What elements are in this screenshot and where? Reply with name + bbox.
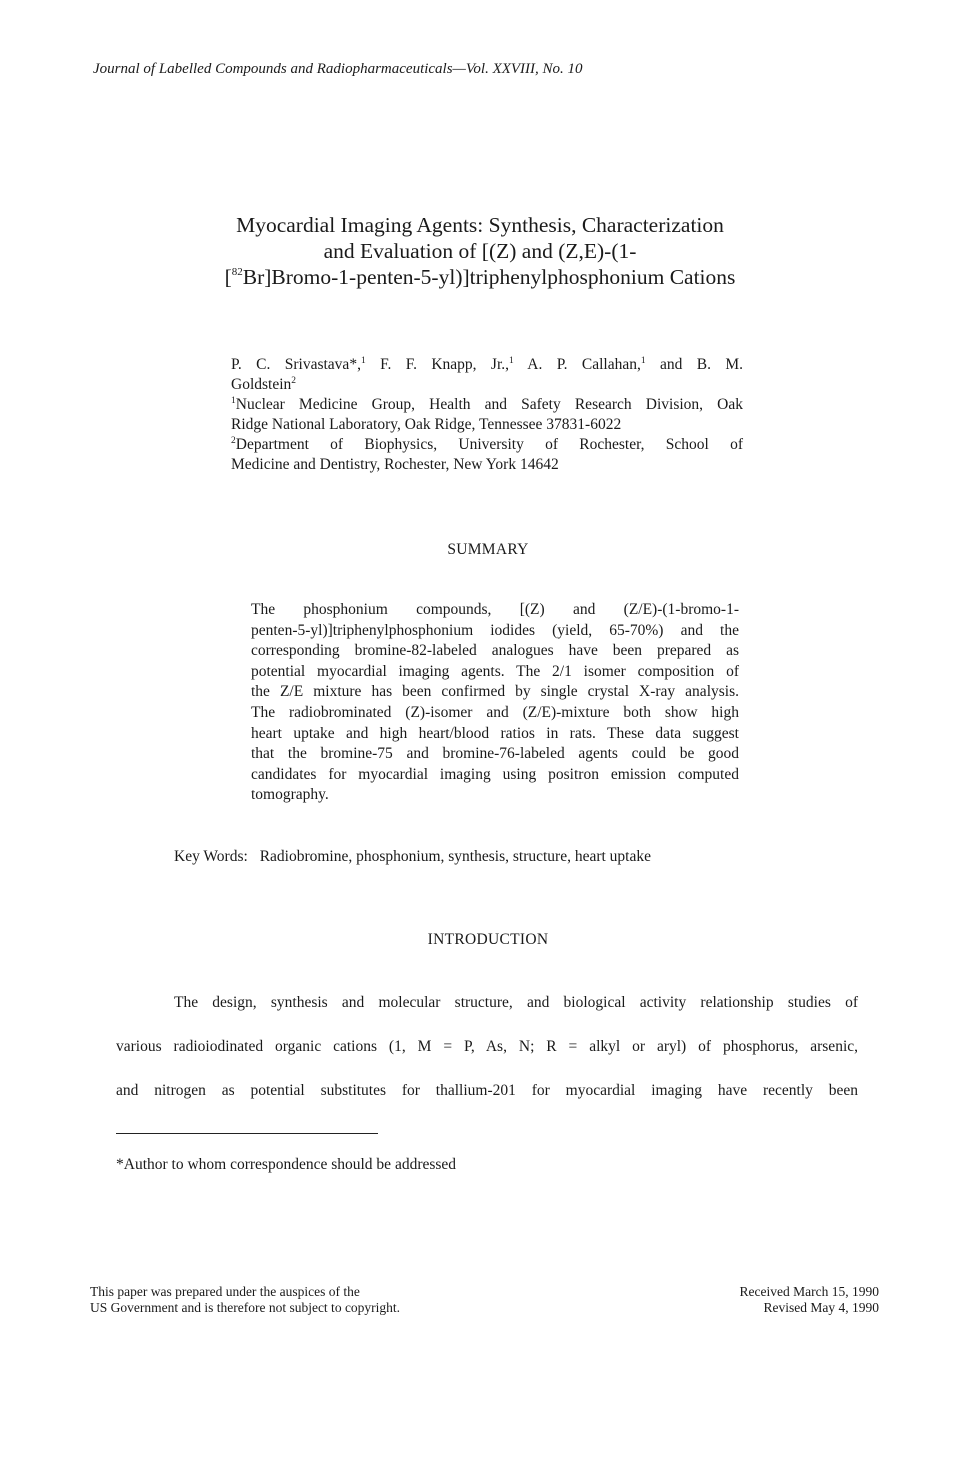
summary-line: candidates for myocardial imaging using positron emission computed (251, 765, 739, 783)
title-line-2: and Evaluation of [(Z) and (Z,E)-(1- (323, 239, 637, 263)
affiliation-1-line-1 (231, 395, 743, 415)
intro-line: and nitrogen as potential substitutes for thallium-201 for myocardial imaging have recently been (116, 1082, 858, 1099)
author-callahan: A. P. Callahan, (513, 356, 641, 373)
author-goldstein-initials: and B. M. (645, 356, 743, 373)
summary-heading: SUMMARY (447, 541, 529, 558)
paper-title (180, 212, 780, 290)
affil-marker: 1 (231, 396, 236, 406)
isotope-superscript: 82 (231, 266, 243, 278)
summary-line: The radiobrominated (Z)-isomer and (Z/E)-mixture both show high (251, 703, 739, 721)
summary-line: The phosphonium compounds, [(Z) and (Z/E)-(1-bromo-1- (251, 601, 739, 618)
affil-marker: 1 (360, 356, 366, 366)
received-date: Received March 15, 1990 (739, 1284, 879, 1299)
affil-marker: 2 (231, 436, 236, 446)
summary-line: heart uptake and high heart/blood ratios in rats. These data suggest (251, 724, 739, 742)
footnote: *Author to whom correspondence should be addressed (116, 1156, 457, 1173)
affil-marker: 2 (291, 376, 297, 386)
title-line-3 (180, 264, 780, 290)
affiliation-1-line-2: Ridge National Laboratory, Oak Ridge, Tennessee 37831-6022 (231, 416, 622, 433)
received-dates (740, 1284, 879, 1316)
author-srivastava: P. C. Srivastava*, (231, 356, 361, 373)
title-line-3-text: Br]Bromo-1-penten-5-yl)]triphenylphosphonium Cations (242, 265, 736, 289)
summary-line: corresponding bromine-82-labeled analogues have been prepared as (251, 642, 739, 660)
title-bracket: [ (224, 265, 232, 289)
keywords-label: Key Words: (174, 848, 248, 865)
author-line-2 (231, 375, 743, 395)
revised-date: Revised May 4, 1990 (763, 1300, 879, 1315)
author-line (231, 355, 743, 375)
affiliation-2-text: Department of Biophysics, University of Rochester, School of (235, 436, 743, 453)
introduction-body (116, 991, 858, 1123)
summary-line: penten-5-yl)]triphenylphosphonium iodides (yield, 65-70%) and the (251, 621, 739, 639)
affil-marker: 1 (640, 356, 646, 366)
authors-block (231, 355, 743, 475)
affil-marker: 1 (509, 356, 514, 366)
affiliation-1-text: Nuclear Medicine Group, Health and Safety Research Division, Oak (235, 396, 743, 413)
introduction-heading: INTRODUCTION (427, 931, 549, 948)
summary-line: that the bromine-75 and bromine-76-labeled agents could be good (251, 745, 739, 763)
copyright-line-2: US Government and is therefore not subject to copyright. (90, 1300, 401, 1315)
summary-line: potential myocardial imaging agents. The 2/1 isomer composition of (251, 662, 739, 680)
journal-header: Journal of Labelled Compounds and Radiopharmaceuticals—Vol. XXVIII, No. 10 (93, 61, 583, 77)
affiliation-2-line-2: Medicine and Dentistry, Rochester, New York 14642 (231, 456, 559, 473)
summary-abstract (251, 600, 739, 806)
author-goldstein: Goldstein (231, 376, 292, 393)
summary-line: tomography. (251, 786, 329, 804)
copyright-line-1: This paper was prepared under the auspices of the (90, 1284, 360, 1299)
keywords-list: Radiobromine, phosphonium, synthesis, structure, heart uptake (259, 848, 651, 865)
title-line-1: Myocardial Imaging Agents: Synthesis, Characterization (236, 213, 724, 237)
intro-line: The design, synthesis and molecular structure, and biological activity relationship studies of (174, 994, 858, 1011)
footnote-divider (116, 1133, 378, 1134)
affiliation-2-line-1 (231, 435, 743, 455)
copyright-notice (90, 1284, 400, 1316)
intro-line: various radioiodinated organic cations (1, M = P, As, N; R = alkyl or aryl) of phosphorus, arsenic, (116, 1038, 858, 1055)
summary-line: the Z/E mixture has been confirmed by single crystal X-ray analysis. (251, 683, 739, 701)
author-knapp: F. F. Knapp, Jr., (365, 356, 510, 373)
keywords (174, 848, 651, 866)
